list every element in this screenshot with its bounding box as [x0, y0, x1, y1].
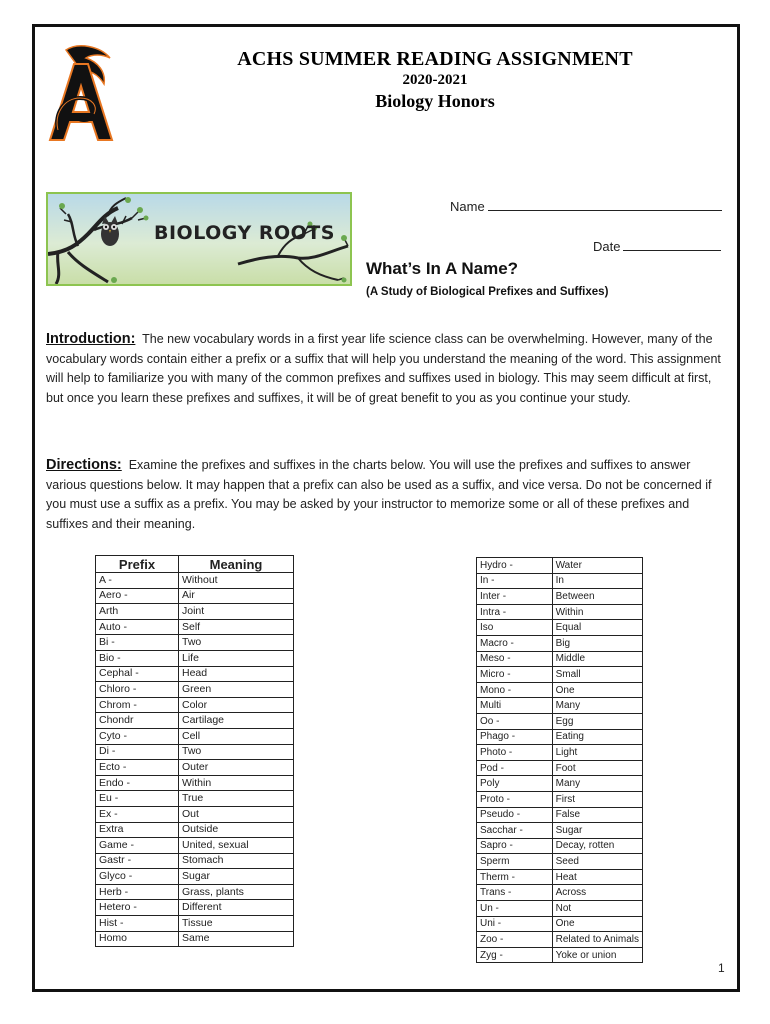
- name-field[interactable]: [450, 198, 722, 214]
- owl-icon: [98, 214, 122, 248]
- prefix-cell: Di -: [96, 744, 179, 760]
- table-row: [477, 885, 643, 901]
- biology-roots-banner: [46, 192, 352, 286]
- prefix-cell: Iso: [477, 620, 553, 636]
- prefix-cell: Hetero -: [96, 900, 179, 916]
- prefix-cell: Intra -: [477, 604, 553, 620]
- prefix-cell: Photo -: [477, 745, 553, 761]
- meaning-column-header: Meaning: [179, 556, 294, 573]
- table-row: [96, 806, 294, 822]
- assignment-title: ACHS SUMMER READING ASSIGNMENT: [237, 48, 633, 70]
- table-row: [477, 604, 643, 620]
- date-field[interactable]: [593, 238, 721, 254]
- prefix-column-header: Prefix: [96, 556, 179, 573]
- section-subtitle: (A Study of Biological Prefixes and Suffixes): [366, 286, 609, 298]
- meaning-cell: Air: [179, 588, 294, 604]
- table-row: [477, 558, 643, 574]
- table-row: [96, 931, 294, 947]
- table-row: [477, 667, 643, 683]
- meaning-cell: Different: [179, 900, 294, 916]
- meaning-cell: Yoke or union: [552, 947, 642, 963]
- prefix-cell: Chondr: [96, 713, 179, 729]
- prefix-cell: Hist -: [96, 916, 179, 932]
- table-row: [96, 619, 294, 635]
- meaning-cell: Sugar: [179, 869, 294, 885]
- meaning-cell: Seed: [552, 854, 642, 870]
- table-row: [96, 900, 294, 916]
- table-row: [96, 916, 294, 932]
- table-row: [477, 776, 643, 792]
- table-row: [477, 838, 643, 854]
- name-label: Name: [450, 199, 485, 214]
- table-row: [96, 573, 294, 589]
- prefix-cell: Extra: [96, 822, 179, 838]
- prefix-cell: Pod -: [477, 760, 553, 776]
- table-row: [477, 713, 643, 729]
- table-row: [96, 682, 294, 698]
- table-row: [96, 744, 294, 760]
- meaning-cell: Outer: [179, 760, 294, 776]
- prefix-cell: Cyto -: [96, 728, 179, 744]
- table-row: [477, 791, 643, 807]
- prefix-cell: Micro -: [477, 667, 553, 683]
- meaning-cell: First: [552, 791, 642, 807]
- prefix-cell: Ex -: [96, 806, 179, 822]
- table-row: [96, 635, 294, 651]
- meaning-cell: Color: [179, 697, 294, 713]
- meaning-cell: Egg: [552, 713, 642, 729]
- table-row: [477, 729, 643, 745]
- table-row: [96, 760, 294, 776]
- prefix-cell: Endo -: [96, 775, 179, 791]
- prefix-cell: Auto -: [96, 619, 179, 635]
- meaning-cell: Not: [552, 901, 642, 917]
- school-logo-icon: [44, 44, 124, 144]
- prefix-cell: Herb -: [96, 884, 179, 900]
- meaning-cell: Green: [179, 682, 294, 698]
- meaning-cell: Decay, rotten: [552, 838, 642, 854]
- meaning-cell: Without: [179, 573, 294, 589]
- course-name: Biology Honors: [375, 91, 495, 111]
- meaning-cell: Tissue: [179, 916, 294, 932]
- page-number: 1: [718, 961, 725, 975]
- directions-paragraph: [46, 456, 726, 534]
- table-row: [477, 589, 643, 605]
- meaning-cell: True: [179, 791, 294, 807]
- prefix-table-right: [476, 557, 643, 963]
- banner-title: BIOLOGY ROOTS: [154, 222, 335, 244]
- prefix-cell: Phago -: [477, 729, 553, 745]
- table-row: [96, 650, 294, 666]
- table-row: [96, 884, 294, 900]
- table-row: [96, 838, 294, 854]
- meaning-cell: One: [552, 682, 642, 698]
- meaning-cell: One: [552, 916, 642, 932]
- meaning-cell: Water: [552, 558, 642, 574]
- meaning-cell: Same: [179, 931, 294, 947]
- prefix-cell: Glyco -: [96, 869, 179, 885]
- prefix-cell: Eu -: [96, 791, 179, 807]
- prefix-cell: Multi: [477, 698, 553, 714]
- prefix-cell: Cephal -: [96, 666, 179, 682]
- table-row: [477, 651, 643, 667]
- meaning-cell: Cell: [179, 728, 294, 744]
- meaning-cell: Head: [179, 666, 294, 682]
- meaning-cell: Eating: [552, 729, 642, 745]
- table-row: [96, 588, 294, 604]
- section-title: What’s In A Name?: [366, 259, 519, 278]
- prefix-cell: Ecto -: [96, 760, 179, 776]
- meaning-cell: Foot: [552, 760, 642, 776]
- meaning-cell: Equal: [552, 620, 642, 636]
- school-year: 2020-2021: [402, 72, 468, 88]
- meaning-cell: Grass, plants: [179, 884, 294, 900]
- meaning-cell: Two: [179, 635, 294, 651]
- prefix-cell: Oo -: [477, 713, 553, 729]
- prefix-cell: Proto -: [477, 791, 553, 807]
- prefix-cell: Hydro -: [477, 558, 553, 574]
- table-row: [96, 728, 294, 744]
- introduction-paragraph: [46, 330, 726, 408]
- meaning-cell: Cartilage: [179, 713, 294, 729]
- prefix-table-left: [95, 555, 294, 947]
- table-row: [477, 573, 643, 589]
- meaning-cell: Between: [552, 589, 642, 605]
- prefix-cell: In -: [477, 573, 553, 589]
- introduction-heading: Introduction:: [46, 331, 136, 347]
- prefix-cell: Zyg -: [477, 947, 553, 963]
- meaning-cell: Many: [552, 776, 642, 792]
- meaning-cell: Heat: [552, 869, 642, 885]
- table-row: [96, 604, 294, 620]
- meaning-cell: Within: [179, 775, 294, 791]
- prefix-cell: Chloro -: [96, 682, 179, 698]
- prefix-cell: A -: [96, 573, 179, 589]
- meaning-cell: Outside: [179, 822, 294, 838]
- prefix-cell: Therm -: [477, 869, 553, 885]
- prefix-cell: Poly: [477, 776, 553, 792]
- meaning-cell: Joint: [179, 604, 294, 620]
- table-row: [477, 854, 643, 870]
- table-row: [477, 932, 643, 948]
- prefix-cell: Arth: [96, 604, 179, 620]
- prefix-cell: Sacchar -: [477, 823, 553, 839]
- meaning-cell: Many: [552, 698, 642, 714]
- meaning-cell: United, sexual: [179, 838, 294, 854]
- document-header: [200, 48, 670, 112]
- meaning-cell: Light: [552, 745, 642, 761]
- prefix-cell: Sperm: [477, 854, 553, 870]
- table-row: [96, 666, 294, 682]
- table-row: [477, 635, 643, 651]
- prefix-cell: Game -: [96, 838, 179, 854]
- table-row: [477, 901, 643, 917]
- date-blank-line[interactable]: [623, 238, 721, 251]
- prefix-cell: Homo: [96, 931, 179, 947]
- meaning-cell: Sugar: [552, 823, 642, 839]
- prefix-cell: Sapro -: [477, 838, 553, 854]
- introduction-text: The new vocabulary words in a first year life science class can be overwhelming. However, many of the vocabulary words contain either a prefix or a suffix that will help you understand the meaning of the word. This assignment will help to familiarize you with many of the common prefixes and suffixes used in biology. This may seem difficult at first, but once you learn these prefixes and suffixes, it will be of great benefit to you as you continue your study.: [46, 332, 721, 405]
- prefix-cell: Un -: [477, 901, 553, 917]
- table-row: [477, 698, 643, 714]
- meaning-cell: Across: [552, 885, 642, 901]
- table-row: [96, 853, 294, 869]
- table-row: [477, 807, 643, 823]
- table-row: [96, 822, 294, 838]
- table-row: [96, 697, 294, 713]
- prefix-cell: Pseudo -: [477, 807, 553, 823]
- prefix-cell: Meso -: [477, 651, 553, 667]
- table-row: [477, 760, 643, 776]
- table-row: [477, 823, 643, 839]
- name-blank-line[interactable]: [488, 198, 722, 211]
- meaning-cell: Two: [179, 744, 294, 760]
- meaning-cell: Within: [552, 604, 642, 620]
- meaning-cell: In: [552, 573, 642, 589]
- prefix-cell: Trans -: [477, 885, 553, 901]
- table-row: [477, 745, 643, 761]
- meaning-cell: Life: [179, 650, 294, 666]
- meaning-cell: Middle: [552, 651, 642, 667]
- table-row: [477, 682, 643, 698]
- table-row: [477, 869, 643, 885]
- prefix-cell: Uni -: [477, 916, 553, 932]
- table-row: [96, 713, 294, 729]
- prefix-cell: Bi -: [96, 635, 179, 651]
- prefix-cell: Chrom -: [96, 697, 179, 713]
- prefix-cell: Inter -: [477, 589, 553, 605]
- prefix-cell: Gastr -: [96, 853, 179, 869]
- directions-heading: Directions:: [46, 457, 122, 473]
- table-header-row: [96, 556, 294, 573]
- table-row: [477, 620, 643, 636]
- prefix-cell: Zoo -: [477, 932, 553, 948]
- meaning-cell: Big: [552, 635, 642, 651]
- table-row: [96, 791, 294, 807]
- directions-text: Examine the prefixes and suffixes in the charts below. You will use the prefixes and suffixes to answer various questions below. It may happen that a prefix can also be used as a suffix, and vice versa. Do not be concerned if you must use a suffix as a prefix. You may be asked by your instructor to memorize some or all of these prefixes and suffixes and their meaning.: [46, 458, 712, 531]
- meaning-cell: Out: [179, 806, 294, 822]
- date-label: Date: [593, 239, 621, 254]
- prefix-cell: Aero -: [96, 588, 179, 604]
- table-row: [96, 775, 294, 791]
- table-row: [477, 947, 643, 963]
- meaning-cell: Self: [179, 619, 294, 635]
- meaning-cell: Related to Animals: [552, 932, 642, 948]
- table-row: [96, 869, 294, 885]
- meaning-cell: False: [552, 807, 642, 823]
- meaning-cell: Stomach: [179, 853, 294, 869]
- prefix-cell: Mono -: [477, 682, 553, 698]
- table-row: [477, 916, 643, 932]
- prefix-cell: Macro -: [477, 635, 553, 651]
- meaning-cell: Small: [552, 667, 642, 683]
- prefix-cell: Bio -: [96, 650, 179, 666]
